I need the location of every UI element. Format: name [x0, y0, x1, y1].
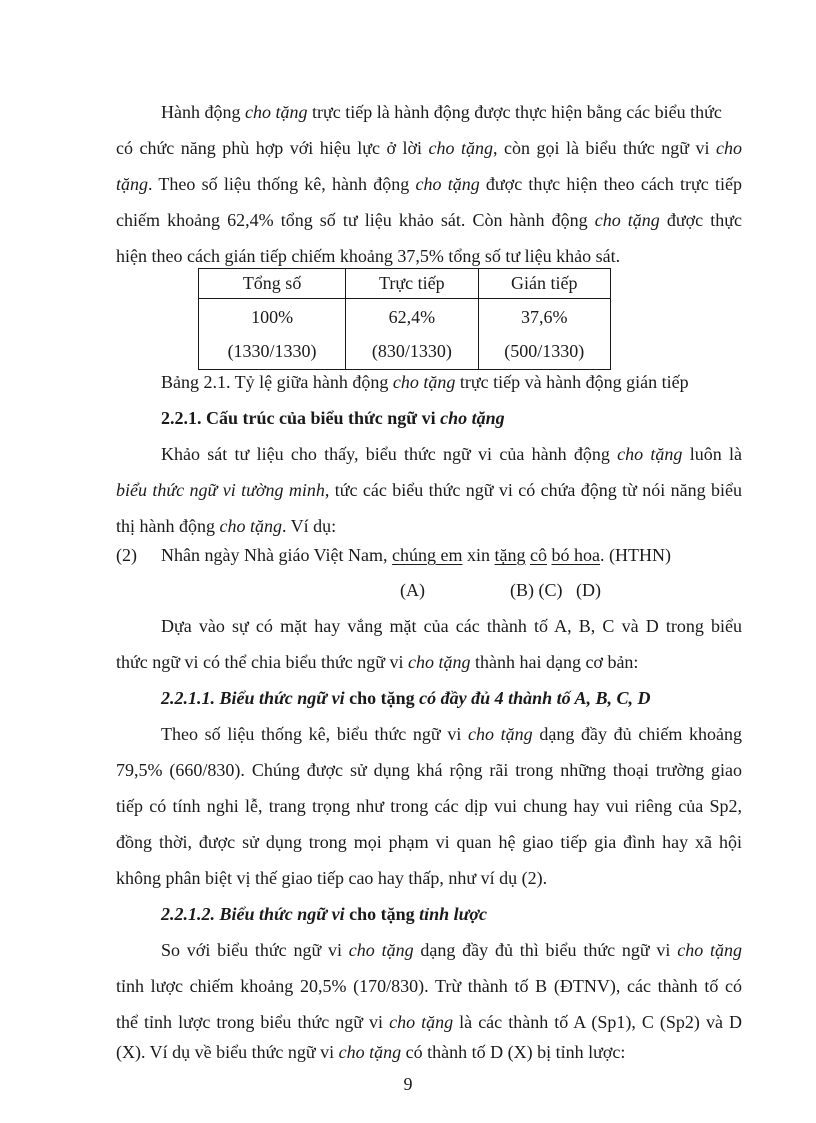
para1-line2: có chức năng phù hợp với hiệu lực ở lời cho tặng, còn gọi là biểu thức ngữ vi cho — [116, 138, 742, 158]
heading-2-2-1-1: 2.2.1.1. Biểu thức ngữ vi cho tặng có đầy đủ 4 thành tố A, B, C, D — [161, 688, 651, 708]
page-number: 9 — [403, 1074, 413, 1094]
example-label-bcd: (B) (C) (D) — [510, 580, 601, 600]
para1-line3: tặng. Theo số liệu thống kê, hành động cho tặng được thực hiện theo cách trực tiếp — [116, 174, 742, 194]
para4-line3: tiếp có tính nghi lễ, trang trọng như trong các dịp vui chung hay vui riêng của Sp2, — [116, 796, 742, 816]
para3-line1: Dựa vào sự có mặt hay vắng mặt của các thành tố A, B, C và D trong biểu — [161, 616, 742, 636]
para1-line5: hiện theo cách gián tiếp chiếm khoảng 37,5% tổng số tư liệu khảo sát. — [116, 246, 621, 266]
para2-line1: Khảo sát tư liệu cho thấy, biểu thức ngữ vi của hành động cho tặng luôn là — [161, 444, 742, 464]
para5-line1: So với biểu thức ngữ vi cho tặng dạng đầy đủ thì biểu thức ngữ vi cho tặng — [161, 940, 743, 960]
para4-line5: không phân biệt vị thế giao tiếp cao hay thấp, như ví dụ (2). — [116, 868, 548, 888]
table-caption: Bảng 2.1. Tỷ lệ giữa hành động cho tặng trực tiếp và hành động gián tiếp — [161, 372, 689, 392]
table-cell-total: 100% (1330/1330) — [199, 299, 346, 370]
para2-line2: biểu thức ngữ vi tường minh, tức các biểu thức ngữ vi có chứa động từ nói năng biểu — [116, 480, 742, 500]
example-number: (2) — [116, 545, 137, 565]
para4-line2: 79,5% (660/830). Chúng được sử dụng khá rộng rãi trong những thoại trường giao — [116, 760, 742, 780]
table-header-direct: Trực tiếp — [346, 269, 478, 299]
para4-line4: đồng thời, được sử dụng trong mọi phạm vi quan hệ giao tiếp gia đình hay xã hội — [116, 832, 742, 852]
example-label-a: (A) — [400, 580, 425, 600]
para5-line3: thể tỉnh lược trong biểu thức ngữ vi cho tặng là các thành tố A (Sp1), C (Sp2) và D — [116, 1012, 742, 1032]
ratio-table — [198, 268, 611, 370]
para1-line4: chiếm khoảng 62,4% tổng số tư liệu khảo sát. Còn hành động cho tặng được thực — [116, 210, 742, 230]
table-header-total: Tổng số — [199, 269, 346, 299]
table-header-indirect: Gián tiếp — [478, 269, 610, 299]
para4-line1: Theo số liệu thống kê, biểu thức ngữ vi cho tặng dạng đầy đủ chiếm khoảng — [161, 724, 742, 744]
table-cell-indirect: 37,6% (500/1330) — [478, 299, 610, 370]
para5-line2: tỉnh lược chiếm khoảng 20,5% (170/830). Trừ thành tố B (ĐTNV), các thành tố có — [116, 976, 742, 996]
heading-2-2-1-2: 2.2.1.2. Biểu thức ngữ vi cho tặng tỉnh lược — [161, 904, 488, 924]
para5-line4: (X). Ví dụ về biểu thức ngữ vi cho tặng có thành tố D (X) bị tỉnh lược: — [116, 1042, 626, 1062]
para2-line3: thị hành động cho tặng. Ví dụ: — [116, 516, 337, 536]
heading-2-2-1: 2.2.1. Cấu trúc của biểu thức ngữ vi cho tặng — [161, 408, 505, 428]
para1-line1: Hành động cho tặng trực tiếp là hành động được thực hiện bằng các biểu thức — [161, 102, 722, 122]
para3-line2: thức ngữ vi có thể chia biểu thức ngữ vi cho tặng thành hai dạng cơ bản: — [116, 652, 639, 672]
table-cell-direct: 62,4% (830/1330) — [346, 299, 478, 370]
example-sentence: Nhân ngày Nhà giáo Việt Nam, chúng em xin tặng cô bó hoa. (HTHN) — [161, 545, 672, 565]
